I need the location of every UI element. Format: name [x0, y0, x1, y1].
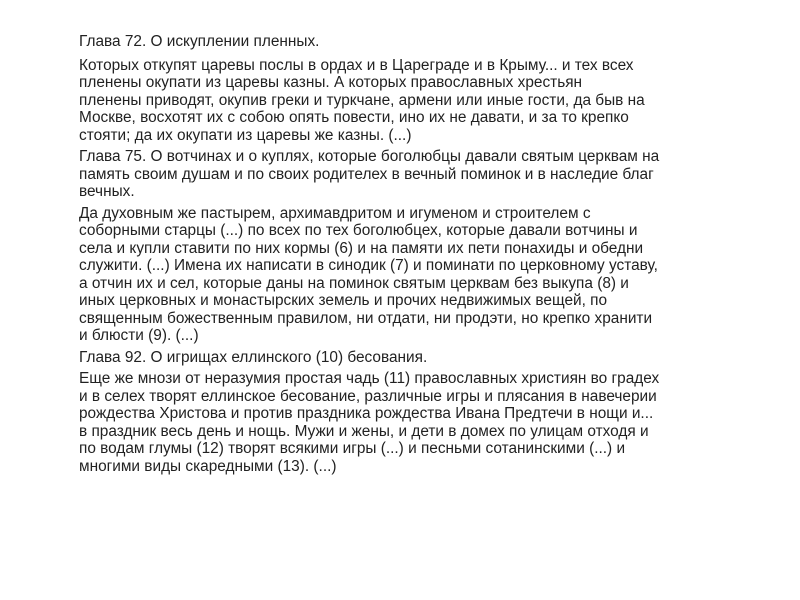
paragraph-line: рождества Христова и против праздника рождества Ивана Предтечи в нощи и... [79, 405, 654, 422]
paragraph-line: в праздник весь день и нощь. Мужи и жены, и дети в домех по улицам отходя и [79, 422, 649, 440]
paragraph-line: Которых откупят царевы послы в ордах и в Цареграде и в Крыму... и тех всех [79, 56, 634, 74]
paragraph-line: память своим душам и по своих родителех в вечный поминок и в наследие благ [79, 165, 654, 183]
paragraph-line: села и купли ставити по них кормы (6) и на памяти их пети понахиды и обедни [79, 239, 644, 257]
paragraph-line: по водам глумы (12) творят всякими игры (...) и песньми сотанинскими (...) и [79, 440, 626, 457]
chapter-75-heading: Глава 75. О вотчинах и о куплях, которые боголюбцы давали святым церквам на [79, 148, 660, 165]
paragraph-line: иных церковных и монастырских земель и прочих недвижимых вещей, по [79, 292, 608, 309]
paragraph-line: Еще же мнози от неразумия простая чадь (11) православных християн во градех [79, 370, 660, 387]
paragraph-line: а отчин их и сел, которые даны на поминок святым церквам без выкупа (8) и [79, 274, 629, 292]
paragraph-line: соборными старцы (...) по всех по тех боголюбцех, которые давали вотчины и [79, 222, 638, 239]
paragraph-line: и в селех творят еллинское бесование, различные игры и плясания в навечерии [79, 387, 657, 405]
paragraph-line: служити. (...) Имена их написати в синодик (7) и поминати по церковному уставу, [79, 257, 658, 274]
paragraph-line: Да духовным же пастырем, архимавдритом и игуменом и строителем с [79, 204, 591, 222]
document-text [79, 33, 759, 475]
paragraph-line: священным божественным правилом, ни отдати, ни продэти, но крепко хранити [79, 309, 653, 327]
paragraph-line: пленены окупати из царевы казны. А которых православных хрестьян [79, 74, 583, 91]
paragraph-line: пленены приводят, окупив греки и туркчане, армени или иные гости, да быв на [79, 91, 645, 109]
chapter-92-heading: Глава 92. О игрищах еллинского (10) бесования. [79, 348, 428, 366]
paragraph-line: стояти; да их окупати из царевы же казны. (...) [79, 126, 412, 144]
paragraph-line: вечных. [79, 183, 135, 200]
paragraph-line: и блюсти (9). (...) [79, 327, 199, 344]
paragraph-line: многими виды скаредными (13). (...) [79, 457, 337, 475]
chapter-72-heading: Глава 72. О искуплении пленных. [79, 33, 320, 50]
paragraph-line: Москве, восхотят их с собою опять повести, ино их не давати, и за то крепко [79, 109, 629, 126]
